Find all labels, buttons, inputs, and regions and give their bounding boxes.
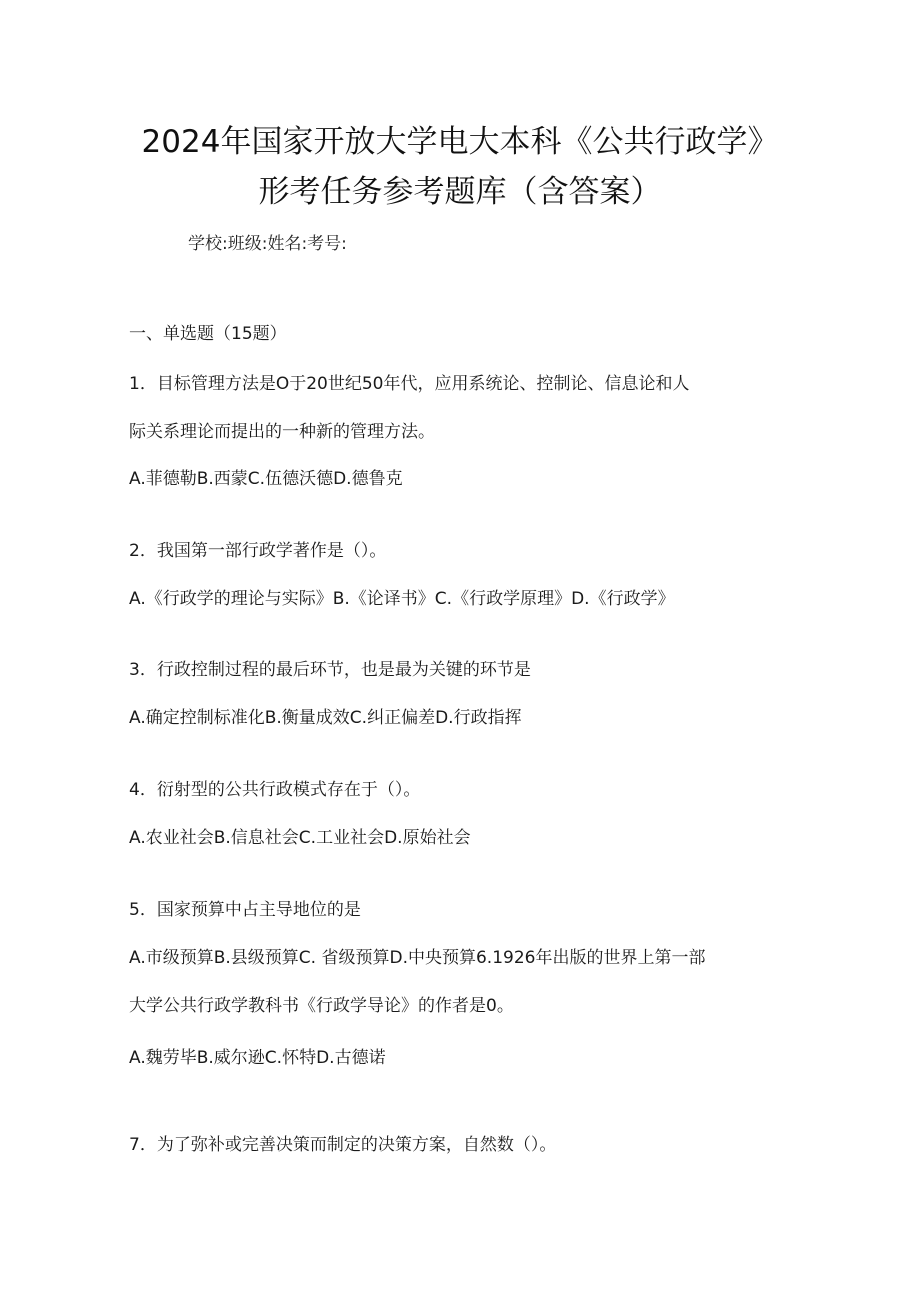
question-1-stem-line-1: 1．目标管理方法是O于20世纪50年代，应用系统论、控制论、信息论和人 bbox=[129, 374, 690, 394]
document-title-line-1: 2024年国家开放大学电大本科《公共行政学》 bbox=[141, 124, 779, 160]
question-2-stem: 2．我国第一部行政学著作是（）。 bbox=[129, 541, 387, 561]
question-4-options: A.农业社会B.信息社会C.工业社会D.原始社会 bbox=[129, 828, 471, 848]
student-info-line: 学校:班级:姓名:考号: bbox=[188, 234, 347, 254]
document-title-line-2: 形考任务参考题库（含答案） bbox=[258, 174, 662, 210]
question-6-options: A.魏劳毕B.威尔逊C.怀特D.古德诺 bbox=[129, 1048, 386, 1068]
question-5-stem: 5．国家预算中占主导地位的是 bbox=[129, 900, 361, 920]
question-4-stem: 4．衍射型的公共行政模式存在于（）。 bbox=[129, 780, 421, 800]
question-3-options: A.确定控制标准化B.衡量成效C.纠正偏差D.行政指挥 bbox=[129, 708, 522, 728]
question-1-stem-line-2: 际关系理论而提出的一种新的管理方法。 bbox=[129, 422, 435, 442]
question-3-stem: 3．行政控制过程的最后环节，也是最为关键的环节是 bbox=[129, 660, 531, 680]
question-2-options: A.《行政学的理论与实际》B.《论译书》C.《行政学原理》D.《行政学》 bbox=[129, 589, 675, 609]
section-heading: 一、单选题（15题） bbox=[129, 324, 287, 344]
question-7-stem: 7．为了弥补或完善决策而制定的决策方案，自然数（）。 bbox=[129, 1135, 557, 1155]
question-6-stem: 大学公共行政学教科书《行政学导论》的作者是0。 bbox=[129, 996, 514, 1016]
question-5-options-line-1: A.市级预算B.县级预算C. 省级预算D.中央预算6.1926年出版的世界上第一部 bbox=[129, 948, 706, 968]
question-1-options: A.菲德勒B.西蒙C.伍德沃德D.德鲁克 bbox=[129, 469, 403, 489]
